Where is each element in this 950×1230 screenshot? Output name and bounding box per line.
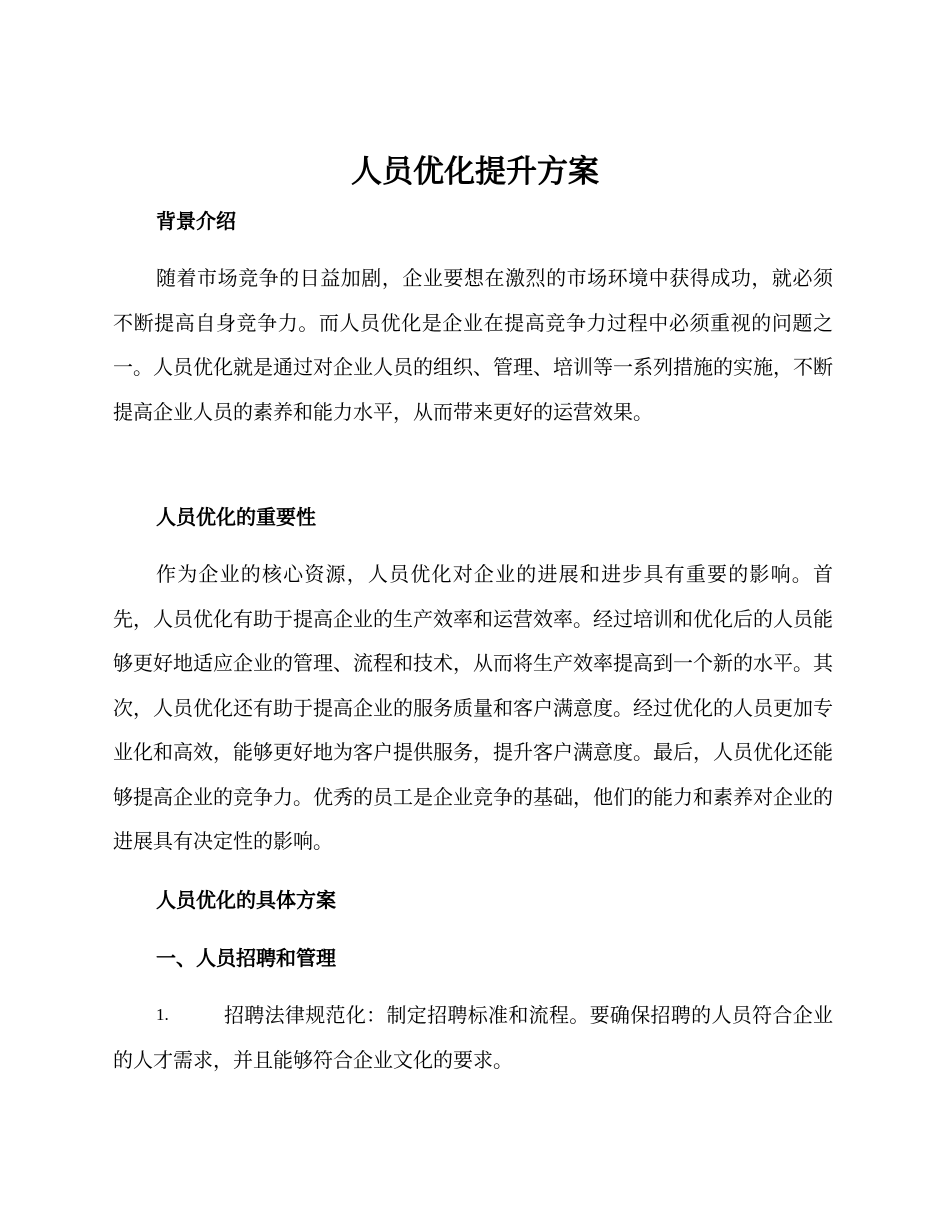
list-item-text: 招聘法律规范化：制定招聘标准和流程。要确保招聘的人员符合企业的人才需求，并且能够符合企业文化的要求。	[113, 1003, 833, 1072]
heading-background: 背景介绍	[156, 209, 236, 233]
document-title: 人员优化提升方案	[351, 154, 599, 190]
heading-importance: 人员优化的重要性	[156, 505, 316, 529]
paragraph-importance: 作为企业的核心资源，人员优化对企业的进展和进步具有重要的影响。首先，人员优化有助于提高企业的生产效率和运营效率。经过培训和优化后的人员能够更好地适应企业的管理、流程和技术，从而将生产效率提高到一个新的水平。其次，人员优化还有助于提高企业的服务质量和客户满意度。经过优化的人员更加专业化和高效，能够更好地为客户提供服务，提升客户满意度。最后，人员优化还能够提高企业的竞争力。优秀的员工是企业竞争的基础，他们的能力和素养对企业的进展具有决定性的影响。	[113, 562, 833, 853]
subheading-recruitment: 一、人员招聘和管理	[156, 946, 336, 970]
paragraph-background: 随着市场竞争的日益加剧，企业要想在激烈的市场环境中获得成功，就必须不断提高自身竞争力。而人员优化是企业在提高竞争力过程中必须重视的问题之一。人员优化就是通过对企业人员的组织、管理、培训等一系列措施的实施，不断提高企业人员的素养和能力水平，从而带来更好的运营效果。	[113, 266, 833, 424]
heading-plan: 人员优化的具体方案	[156, 888, 336, 912]
list-item-number: 1.	[156, 1005, 169, 1024]
